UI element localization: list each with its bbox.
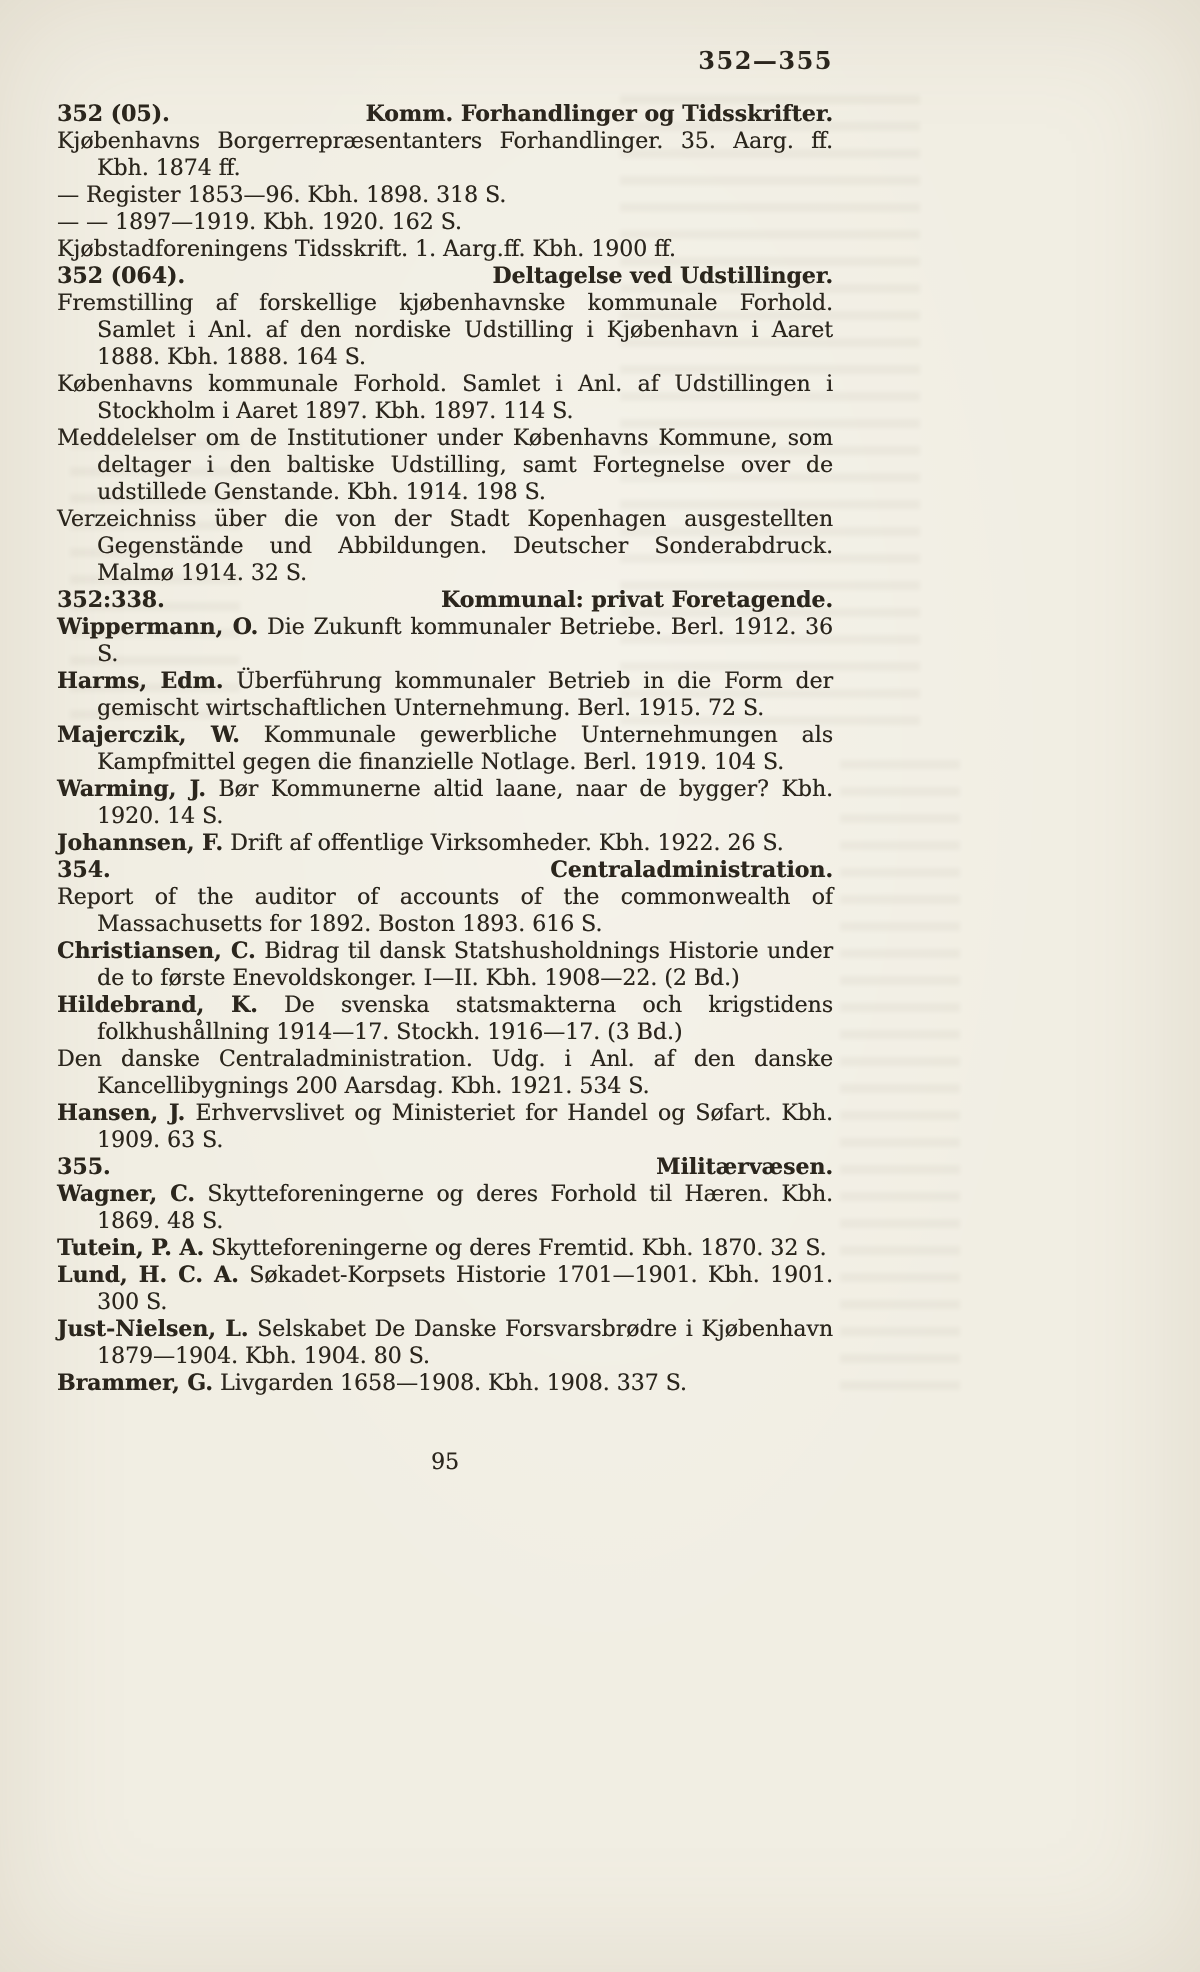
- bibliography-entry: [57, 776, 833, 830]
- entry-text: — Register 1853—96. Kbh. 1898. 318 S.: [57, 183, 507, 208]
- section-heading: [57, 263, 833, 290]
- entry-author: Christiansen, C.: [57, 938, 256, 964]
- entry-author: Tutein, P. A.: [57, 1235, 205, 1261]
- bibliography-entry: [57, 884, 833, 938]
- section-title: Komm. Forhandlinger og Tidsskrifter.: [365, 101, 833, 127]
- entry-text: Den danske Centraladministration. Udg. i Anl. af den danske Kancellibygnings 200 Aarsdag. Kbh. 1921. 534 S.: [57, 1047, 833, 1099]
- page-range: 352—355: [698, 46, 833, 75]
- section-heading: [57, 101, 833, 128]
- entry-text: Verzeichniss über die von der Stadt Kopenhagen ausgestellten Gegenstände und Abbildungen. Deutscher Sonderabdruck. Malmø 1914. 32 S.: [57, 507, 833, 586]
- entry-text: Meddelelser om de Institutioner under Københavns Kommune, som deltager i den baltiske Udstilling, samt Fortegnelse over de udstillede Genstande. Kbh. 1914. 198 S.: [57, 426, 833, 505]
- entry-text: Livgarden 1658—1908. Kbh. 1908. 337 S.: [219, 1371, 687, 1396]
- entry-author: Hansen, J.: [57, 1100, 186, 1126]
- section-heading: [57, 587, 833, 614]
- section-title: Deltagelse ved Udstillinger.: [492, 263, 833, 289]
- entry-text: Report of the auditor of accounts of the commonwealth of Massachusetts for 1892. Boston 1893. 616 S.: [57, 885, 833, 937]
- section-number: 354.: [57, 857, 111, 883]
- section-title: Centraladministration.: [550, 857, 833, 883]
- entry-text: Søkadet-Korpsets Historie 1701—1901. Kbh. 1901. 300 S.: [97, 1263, 834, 1315]
- bibliography-entry: [57, 209, 833, 236]
- bibliography-entry: [57, 1046, 833, 1100]
- entry-text: Skytteforeningerne og deres Forhold til Hæren. Kbh. 1869. 48 S.: [97, 1182, 833, 1234]
- bibliography-entry: [57, 1316, 833, 1370]
- bibliography-entry: [57, 128, 833, 182]
- bibliography-entry: [57, 506, 833, 587]
- bibliography-entry: [57, 830, 833, 857]
- entry-text: Kjøbenhavns Borgerrepræsentanters Forhandlinger. 35. Aarg. ff. Kbh. 1874 ff.: [57, 129, 833, 181]
- page-showthrough-texture: [840, 760, 960, 1400]
- section-number: 352 (05).: [57, 101, 170, 127]
- bibliography-entry: [57, 290, 833, 371]
- entry-text: Skytteforeningerne og deres Fremtid. Kbh. 1870. 32 S.: [211, 1236, 827, 1261]
- bibliography-entry: [57, 938, 833, 992]
- entry-text: Drift af offentlige Virksomheder. Kbh. 1922. 26 S.: [230, 831, 784, 856]
- section-number: 352:338.: [57, 587, 165, 613]
- entry-author: Brammer, G.: [57, 1370, 213, 1396]
- section-number: 352 (064).: [57, 263, 185, 289]
- entry-author: Wippermann, O.: [57, 614, 259, 640]
- entry-author: Wagner, C.: [57, 1181, 195, 1207]
- entry-author: Majerczik, W.: [57, 722, 240, 748]
- entry-text: — — 1897—1919. Kbh. 1920. 162 S.: [57, 210, 462, 235]
- entry-author: Harms, Edm.: [57, 668, 224, 694]
- entry-text: Erhvervslivet og Ministeriet for Handel og Søfart. Kbh. 1909. 63 S.: [97, 1101, 834, 1153]
- bibliography-entry: [57, 371, 833, 425]
- bibliography-entry: [57, 1100, 833, 1154]
- entry-text: Kjøbstadforeningens Tidsskrift. 1. Aarg.ff. Kbh. 1900 ff.: [57, 237, 676, 262]
- entry-author: Hildebrand, K.: [57, 992, 258, 1018]
- bibliography-entry: [57, 614, 833, 668]
- bibliography-entry: [57, 1370, 833, 1397]
- bibliography-entry: [57, 1181, 833, 1235]
- entry-text: Bør Kommunerne altid laane, naar de bygger? Kbh. 1920. 14 S.: [97, 777, 834, 829]
- entry-author: Warming, J.: [57, 776, 206, 802]
- entry-text: Die Zukunft kommunaler Betriebe. Berl. 1912. 36 S.: [97, 615, 833, 667]
- section-title: Kommunal: privat Foretagende.: [441, 587, 833, 613]
- page-number-value: 95: [431, 1450, 459, 1475]
- bibliography-entry: [57, 722, 833, 776]
- entry-author: Just-Nielsen, L.: [57, 1316, 249, 1342]
- bibliography-entry: [57, 425, 833, 506]
- entry-text: Bidrag til dansk Statshusholdnings Historie under de to første Enevoldskonger. I—II. Kbh. 1908—22. (2 Bd.): [97, 939, 833, 991]
- bibliography-entry: [57, 668, 833, 722]
- entry-text: Überführung kommunaler Betrieb in die Form der gemischt wirtschaftlichen Unternehmung. Berl. 1915. 72 S.: [97, 669, 833, 721]
- entry-author: Lund, H. C. A.: [57, 1262, 239, 1288]
- entry-text: Københavns kommunale Forhold. Samlet i Anl. af Udstillingen i Stockholm i Aaret 1897. Kbh. 1897. 114 S.: [57, 372, 833, 424]
- entry-text: Kommunale gewerbliche Unternehmungen als Kampfmittel gegen die finanzielle Notlage. Berl. 1919. 104 S.: [97, 723, 833, 775]
- entry-text: De svenska statsmakterna och krigstidens folkhushållning 1914—17. Stockh. 1916—17. (3 Bd.): [97, 993, 833, 1045]
- bibliography-entry: [57, 1262, 833, 1316]
- text-block: [57, 101, 833, 1397]
- section-heading: [57, 1154, 833, 1181]
- running-header: [57, 46, 833, 75]
- entry-author: Johannsen, F.: [57, 830, 224, 856]
- section-heading: [57, 857, 833, 884]
- bibliography-entry: [57, 992, 833, 1046]
- section-number: 355.: [57, 1154, 111, 1180]
- bibliography-entry: [57, 236, 833, 263]
- bibliography-entry: [57, 182, 833, 209]
- bibliography-entry: [57, 1235, 833, 1262]
- entry-text: Selskabet De Danske Forsvarsbrødre i Kjøbenhavn 1879—1904. Kbh. 1904. 80 S.: [97, 1317, 833, 1369]
- entry-text: Fremstilling af forskellige kjøbenhavnske kommunale Forhold. Samlet i Anl. af den nordiske Udstilling i Kjøbenhavn i Aaret 1888. Kbh. 1888. 164 S.: [57, 291, 833, 370]
- page-number: [57, 1450, 833, 1475]
- section-title: Militærvæsen.: [656, 1154, 833, 1180]
